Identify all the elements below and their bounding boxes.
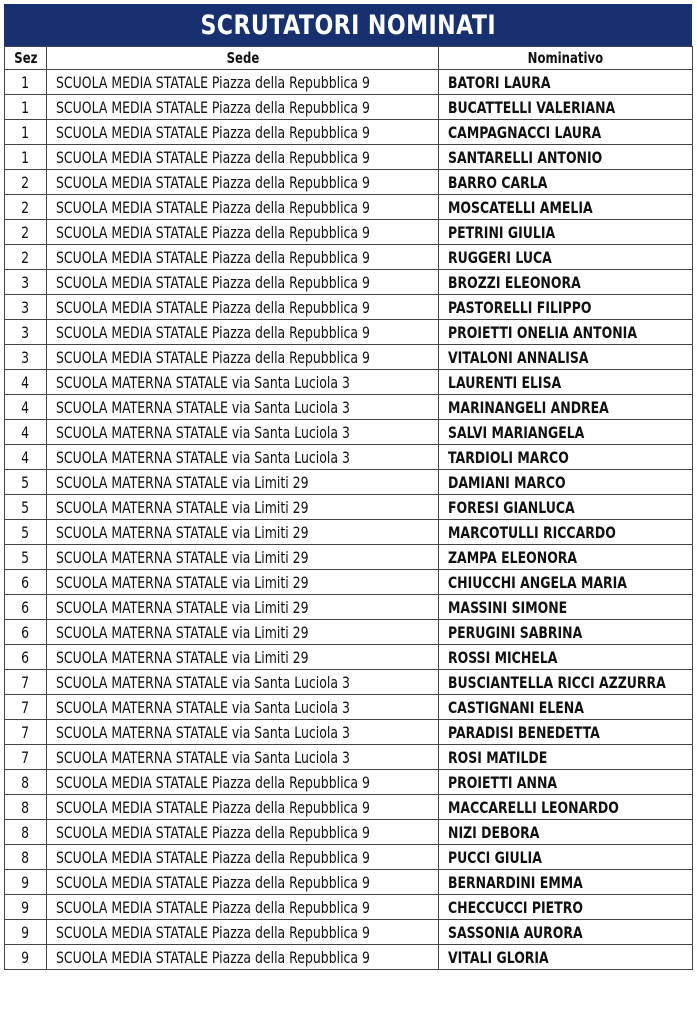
table-row — [5, 745, 693, 770]
table-row — [5, 595, 693, 620]
table-row — [5, 945, 693, 970]
cell-sez: 9 — [5, 870, 47, 895]
cell-sede: SCUOLA MEDIA STATALE Piazza della Repubblica 9 — [47, 95, 439, 120]
cell-sede: SCUOLA MEDIA STATALE Piazza della Repubblica 9 — [47, 195, 439, 220]
cell-sede: SCUOLA MEDIA STATALE Piazza della Repubblica 9 — [47, 245, 439, 270]
cell-nominativo: CHIUCCHI ANGELA MARIA — [439, 570, 693, 595]
cell-nominativo: CAMPAGNACCI LAURA — [439, 120, 693, 145]
cell-sez: 8 — [5, 820, 47, 845]
cell-nominativo: ZAMPA ELEONORA — [439, 545, 693, 570]
table-row — [5, 470, 693, 495]
cell-sez: 7 — [5, 720, 47, 745]
cell-nominativo: VITALI GLORIA — [439, 945, 693, 970]
cell-sez: 9 — [5, 945, 47, 970]
cell-sede: SCUOLA MEDIA STATALE Piazza della Repubblica 9 — [47, 820, 439, 845]
cell-sez: 3 — [5, 270, 47, 295]
cell-sede: SCUOLA MATERNA STATALE via Limiti 29 — [47, 620, 439, 645]
table-row — [5, 345, 693, 370]
table-row — [5, 170, 693, 195]
cell-sede: SCUOLA MATERNA STATALE via Limiti 29 — [47, 645, 439, 670]
table-row — [5, 195, 693, 220]
cell-sez: 1 — [5, 95, 47, 120]
cell-sez: 9 — [5, 895, 47, 920]
table-row — [5, 820, 693, 845]
cell-sez: 2 — [5, 170, 47, 195]
cell-sede: SCUOLA MEDIA STATALE Piazza della Repubblica 9 — [47, 320, 439, 345]
cell-nominativo: SALVI MARIANGELA — [439, 420, 693, 445]
table-row — [5, 620, 693, 645]
table-row — [5, 870, 693, 895]
cell-nominativo: MOSCATELLI AMELIA — [439, 195, 693, 220]
table-row — [5, 670, 693, 695]
table-row — [5, 845, 693, 870]
page-title-text: SCRUTATORI NOMINATI — [200, 9, 496, 41]
cell-sede: SCUOLA MATERNA STATALE via Santa Luciola 3 — [47, 445, 439, 470]
cell-sez: 1 — [5, 120, 47, 145]
cell-sede: SCUOLA MEDIA STATALE Piazza della Repubblica 9 — [47, 845, 439, 870]
cell-sez: 1 — [5, 70, 47, 95]
table-row — [5, 545, 693, 570]
cell-nominativo: DAMIANI MARCO — [439, 470, 693, 495]
cell-sez: 6 — [5, 595, 47, 620]
cell-sez: 5 — [5, 545, 47, 570]
cell-nominativo: PERUGINI SABRINA — [439, 620, 693, 645]
cell-sez: 2 — [5, 220, 47, 245]
cell-sede: SCUOLA MATERNA STATALE via Limiti 29 — [47, 595, 439, 620]
cell-nominativo: TARDIOLI MARCO — [439, 445, 693, 470]
table-row — [5, 295, 693, 320]
cell-nominativo: MARCOTULLI RICCARDO — [439, 520, 693, 545]
cell-nominativo: LAURENTI ELISA — [439, 370, 693, 395]
table-row — [5, 570, 693, 595]
cell-sez: 7 — [5, 670, 47, 695]
table-row — [5, 695, 693, 720]
cell-sede: SCUOLA MATERNA STATALE via Santa Luciola 3 — [47, 670, 439, 695]
table-row — [5, 220, 693, 245]
cell-nominativo: SASSONIA AURORA — [439, 920, 693, 945]
cell-nominativo: PARADISI BENEDETTA — [439, 720, 693, 745]
cell-sez: 7 — [5, 695, 47, 720]
cell-sez: 5 — [5, 495, 47, 520]
cell-nominativo: BATORI LAURA — [439, 70, 693, 95]
document-sheet — [4, 4, 692, 970]
cell-sede: SCUOLA MATERNA STATALE via Santa Luciola 3 — [47, 370, 439, 395]
cell-sede: SCUOLA MEDIA STATALE Piazza della Repubblica 9 — [47, 220, 439, 245]
cell-sez: 3 — [5, 345, 47, 370]
cell-sede: SCUOLA MEDIA STATALE Piazza della Repubblica 9 — [47, 145, 439, 170]
cell-nominativo: BUSCIANTELLA RICCI AZZURRA — [439, 670, 693, 695]
table-body — [5, 70, 693, 970]
cell-sez: 4 — [5, 420, 47, 445]
table-row — [5, 395, 693, 420]
table-row — [5, 495, 693, 520]
cell-nominativo: BERNARDINI EMMA — [439, 870, 693, 895]
cell-nominativo: MARINANGELI ANDREA — [439, 395, 693, 420]
cell-sede: SCUOLA MEDIA STATALE Piazza della Repubblica 9 — [47, 70, 439, 95]
page-title — [4, 4, 692, 46]
cell-nominativo: ROSSI MICHELA — [439, 645, 693, 670]
cell-nominativo: NIZI DEBORA — [439, 820, 693, 845]
header-sede: Sede — [47, 47, 439, 70]
cell-nominativo: PROIETTI ANNA — [439, 770, 693, 795]
cell-sez: 4 — [5, 445, 47, 470]
table-row — [5, 445, 693, 470]
cell-sez: 4 — [5, 395, 47, 420]
cell-sede: SCUOLA MATERNA STATALE via Santa Luciola 3 — [47, 395, 439, 420]
cell-sede: SCUOLA MEDIA STATALE Piazza della Repubblica 9 — [47, 120, 439, 145]
table-row — [5, 70, 693, 95]
cell-sez: 3 — [5, 295, 47, 320]
cell-sez: 2 — [5, 195, 47, 220]
cell-sede: SCUOLA MEDIA STATALE Piazza della Repubblica 9 — [47, 895, 439, 920]
cell-sez: 4 — [5, 370, 47, 395]
cell-nominativo: SANTARELLI ANTONIO — [439, 145, 693, 170]
table-row — [5, 420, 693, 445]
cell-sede: SCUOLA MEDIA STATALE Piazza della Repubblica 9 — [47, 795, 439, 820]
cell-sede: SCUOLA MEDIA STATALE Piazza della Repubblica 9 — [47, 295, 439, 320]
cell-sez: 6 — [5, 645, 47, 670]
scrutatori-table — [4, 46, 693, 970]
cell-nominativo: BARRO CARLA — [439, 170, 693, 195]
cell-sez: 8 — [5, 770, 47, 795]
table-row — [5, 795, 693, 820]
cell-sez: 5 — [5, 470, 47, 495]
cell-sede: SCUOLA MEDIA STATALE Piazza della Repubblica 9 — [47, 170, 439, 195]
cell-nominativo: MASSINI SIMONE — [439, 595, 693, 620]
cell-sez: 5 — [5, 520, 47, 545]
cell-nominativo: BUCATTELLI VALERIANA — [439, 95, 693, 120]
cell-nominativo: FORESI GIANLUCA — [439, 495, 693, 520]
cell-sede: SCUOLA MEDIA STATALE Piazza della Repubblica 9 — [47, 270, 439, 295]
table-row — [5, 145, 693, 170]
table-row — [5, 645, 693, 670]
cell-nominativo: ROSI MATILDE — [439, 745, 693, 770]
cell-nominativo: PUCCI GIULIA — [439, 845, 693, 870]
cell-nominativo: PROIETTI ONELIA ANTONIA — [439, 320, 693, 345]
cell-nominativo: CHECCUCCI PIETRO — [439, 895, 693, 920]
cell-sede: SCUOLA MATERNA STATALE via Limiti 29 — [47, 520, 439, 545]
table-row — [5, 520, 693, 545]
cell-sede: SCUOLA MEDIA STATALE Piazza della Repubblica 9 — [47, 870, 439, 895]
table-row — [5, 720, 693, 745]
table-row — [5, 120, 693, 145]
table-row — [5, 245, 693, 270]
cell-sez: 9 — [5, 920, 47, 945]
table-row — [5, 320, 693, 345]
cell-sede: SCUOLA MEDIA STATALE Piazza della Repubblica 9 — [47, 920, 439, 945]
table-row — [5, 770, 693, 795]
cell-sez: 7 — [5, 745, 47, 770]
table-row — [5, 270, 693, 295]
cell-nominativo: PASTORELLI FILIPPO — [439, 295, 693, 320]
cell-sez: 3 — [5, 320, 47, 345]
table-header-row — [5, 47, 693, 70]
cell-sez: 6 — [5, 620, 47, 645]
header-nominativo: Nominativo — [439, 47, 693, 70]
cell-sez: 2 — [5, 245, 47, 270]
cell-sede: SCUOLA MATERNA STATALE via Limiti 29 — [47, 545, 439, 570]
cell-sede: SCUOLA MATERNA STATALE via Santa Luciola 3 — [47, 720, 439, 745]
cell-nominativo: PETRINI GIULIA — [439, 220, 693, 245]
cell-sede: SCUOLA MEDIA STATALE Piazza della Repubblica 9 — [47, 945, 439, 970]
cell-sede: SCUOLA MEDIA STATALE Piazza della Repubblica 9 — [47, 345, 439, 370]
cell-sede: SCUOLA MEDIA STATALE Piazza della Repubblica 9 — [47, 770, 439, 795]
cell-sez: 8 — [5, 845, 47, 870]
table-row — [5, 920, 693, 945]
table-row — [5, 895, 693, 920]
table-row — [5, 370, 693, 395]
cell-nominativo: BROZZI ELEONORA — [439, 270, 693, 295]
table-row — [5, 95, 693, 120]
cell-sez: 1 — [5, 145, 47, 170]
cell-sede: SCUOLA MATERNA STATALE via Santa Luciola 3 — [47, 695, 439, 720]
header-sez: Sez — [5, 47, 47, 70]
cell-sede: SCUOLA MATERNA STATALE via Limiti 29 — [47, 495, 439, 520]
cell-sez: 8 — [5, 795, 47, 820]
cell-sede: SCUOLA MATERNA STATALE via Santa Luciola 3 — [47, 420, 439, 445]
cell-nominativo: CASTIGNANI ELENA — [439, 695, 693, 720]
cell-sede: SCUOLA MATERNA STATALE via Limiti 29 — [47, 470, 439, 495]
cell-nominativo: VITALONI ANNALISA — [439, 345, 693, 370]
cell-nominativo: RUGGERI LUCA — [439, 245, 693, 270]
cell-sede: SCUOLA MATERNA STATALE via Santa Luciola 3 — [47, 745, 439, 770]
cell-sez: 6 — [5, 570, 47, 595]
cell-nominativo: MACCARELLI LEONARDO — [439, 795, 693, 820]
cell-sede: SCUOLA MATERNA STATALE via Limiti 29 — [47, 570, 439, 595]
